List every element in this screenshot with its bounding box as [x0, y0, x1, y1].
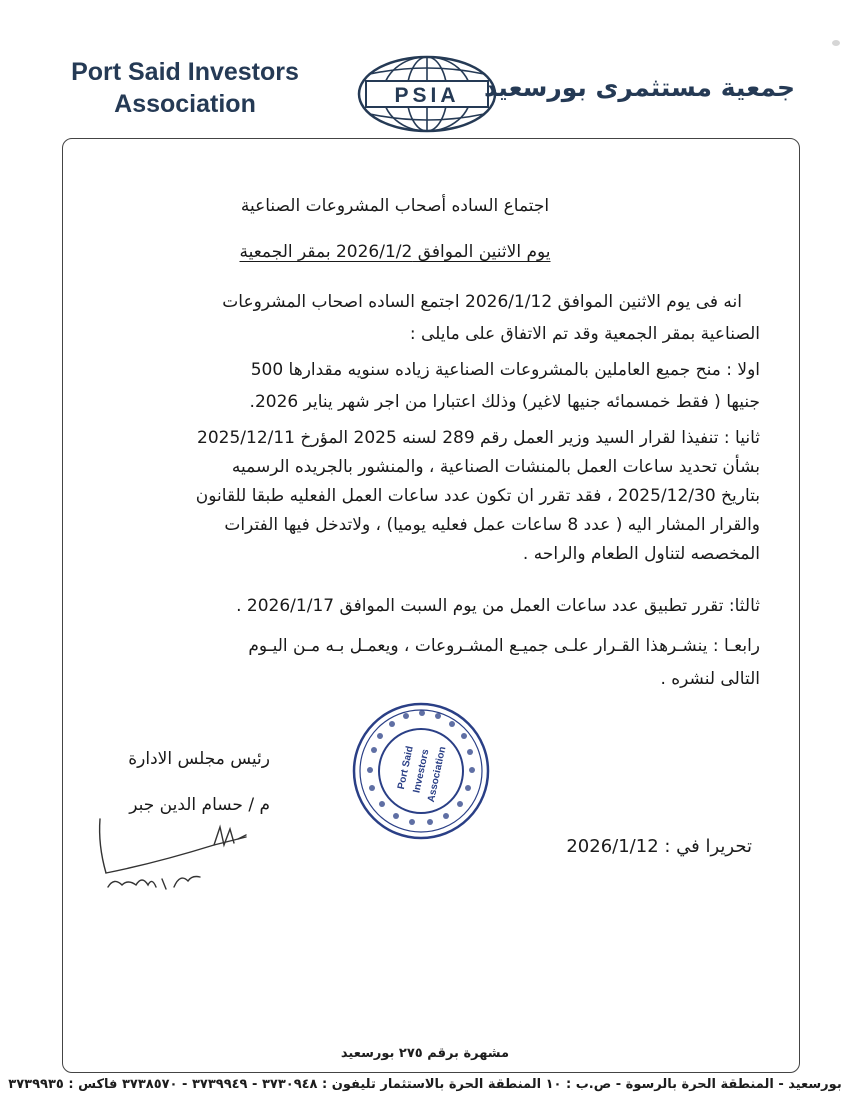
logo-text: PSIA [394, 84, 460, 107]
signatory-name: م / حسام الدين جبر [129, 795, 270, 815]
arabic-association-name: جمعية مستثمرى بورسعيد [483, 73, 795, 102]
letter-subtitle [180, 238, 610, 266]
paragraph-line: ثالثا: تقرر تطبيق عدد ساعات العمل من يوم السبت الموافق 2026/1/17 . [236, 596, 760, 616]
registration-number: مشهرة برقم ٢٧٥ بورسعيد [340, 1046, 510, 1061]
fourth-resolution [100, 630, 760, 696]
association-stamp [350, 700, 492, 842]
letter-subtitle-text: يوم الاثنين الموافق 2026/1/2 بمقر الجمعية [239, 242, 551, 262]
date-written: تحريرا في : 2026/1/12 [566, 836, 752, 857]
paragraph-line: والقرار المشار اليه ( عدد 8 ساعات عمل فعليه يوميا) ، ولاتدخل فيها الفترات [224, 515, 760, 535]
psia-globe-logo [356, 54, 498, 134]
letter-title: اجتماع الساده أصحاب المشروعات الصناعية [240, 196, 550, 216]
scan-speck [832, 40, 840, 46]
paragraph-line: بتاريخ 2025/12/30 ، فقد تقرر ان تكون عدد ساعات العمل الفعليه طبقا للقانون [195, 486, 760, 506]
signatory-role: رئيس مجلس الادارة [128, 749, 270, 769]
paragraph-line: ثانيا : تنفيذا لقرار السيد وزير العمل رقم 289 لسنه 2025 المؤرخ 2025/12/11 [197, 428, 760, 448]
stamp-line-3: Association [425, 745, 449, 804]
english-name-line2: Association [114, 90, 256, 118]
paragraph-line: الصناعية بمقر الجمعية وقد تم الاتفاق على مايلى : [409, 324, 760, 344]
paragraph-line: اولا : منح جميع العاملين بالمشروعات الصناعية زياده سنويه مقدارها 500 [250, 360, 760, 380]
first-resolution [100, 354, 760, 418]
second-resolution [100, 424, 760, 569]
paragraph-line: بشأن تحديد ساعات العمل بالمنشات الصناعية ، والمنشور بالجريده الرسميه [231, 457, 760, 477]
handwritten-signature [96, 815, 256, 895]
paragraph-line: رابعـا : ينشـرهذا القـرار علـى جميـع المشـروعات ، ويعمـل بـه مـن اليـوم [248, 636, 760, 656]
english-association-name [60, 56, 310, 120]
english-name-line1: Port Said Investors [71, 58, 299, 86]
paragraph-line: انه فى يوم الاثنين الموافق 2026/1/12 اجتمع الساده اصحاب المشروعات [222, 292, 742, 312]
footer-address: بورسعيد - المنطقة الحرة بالرسوة - ص.ب : ١٠ المنطقة الحرة بالاستثمار تليفون : ٣٧٣٠٩٤٨ - ٣٧٣٩٩٤٩ - ٣٧٣٨٥٧٠ فاكس : ٣٧٣٩٩٣٥ [8, 1077, 842, 1092]
intro-paragraph [100, 286, 760, 350]
paragraph-line: التالى لنشره . [660, 669, 760, 689]
stamp-line-1: Port Said [395, 745, 416, 791]
stamp-line-2: Investors [411, 748, 432, 794]
third-resolution [100, 590, 760, 622]
paragraph-line: جنيها ( فقط خمسمائه جنيها لاغير) وذلك اعتبارا من اجر شهر يناير 2026. [249, 392, 760, 412]
paragraph-line: المخصصه لتناول الطعام والراحه . [522, 544, 760, 564]
